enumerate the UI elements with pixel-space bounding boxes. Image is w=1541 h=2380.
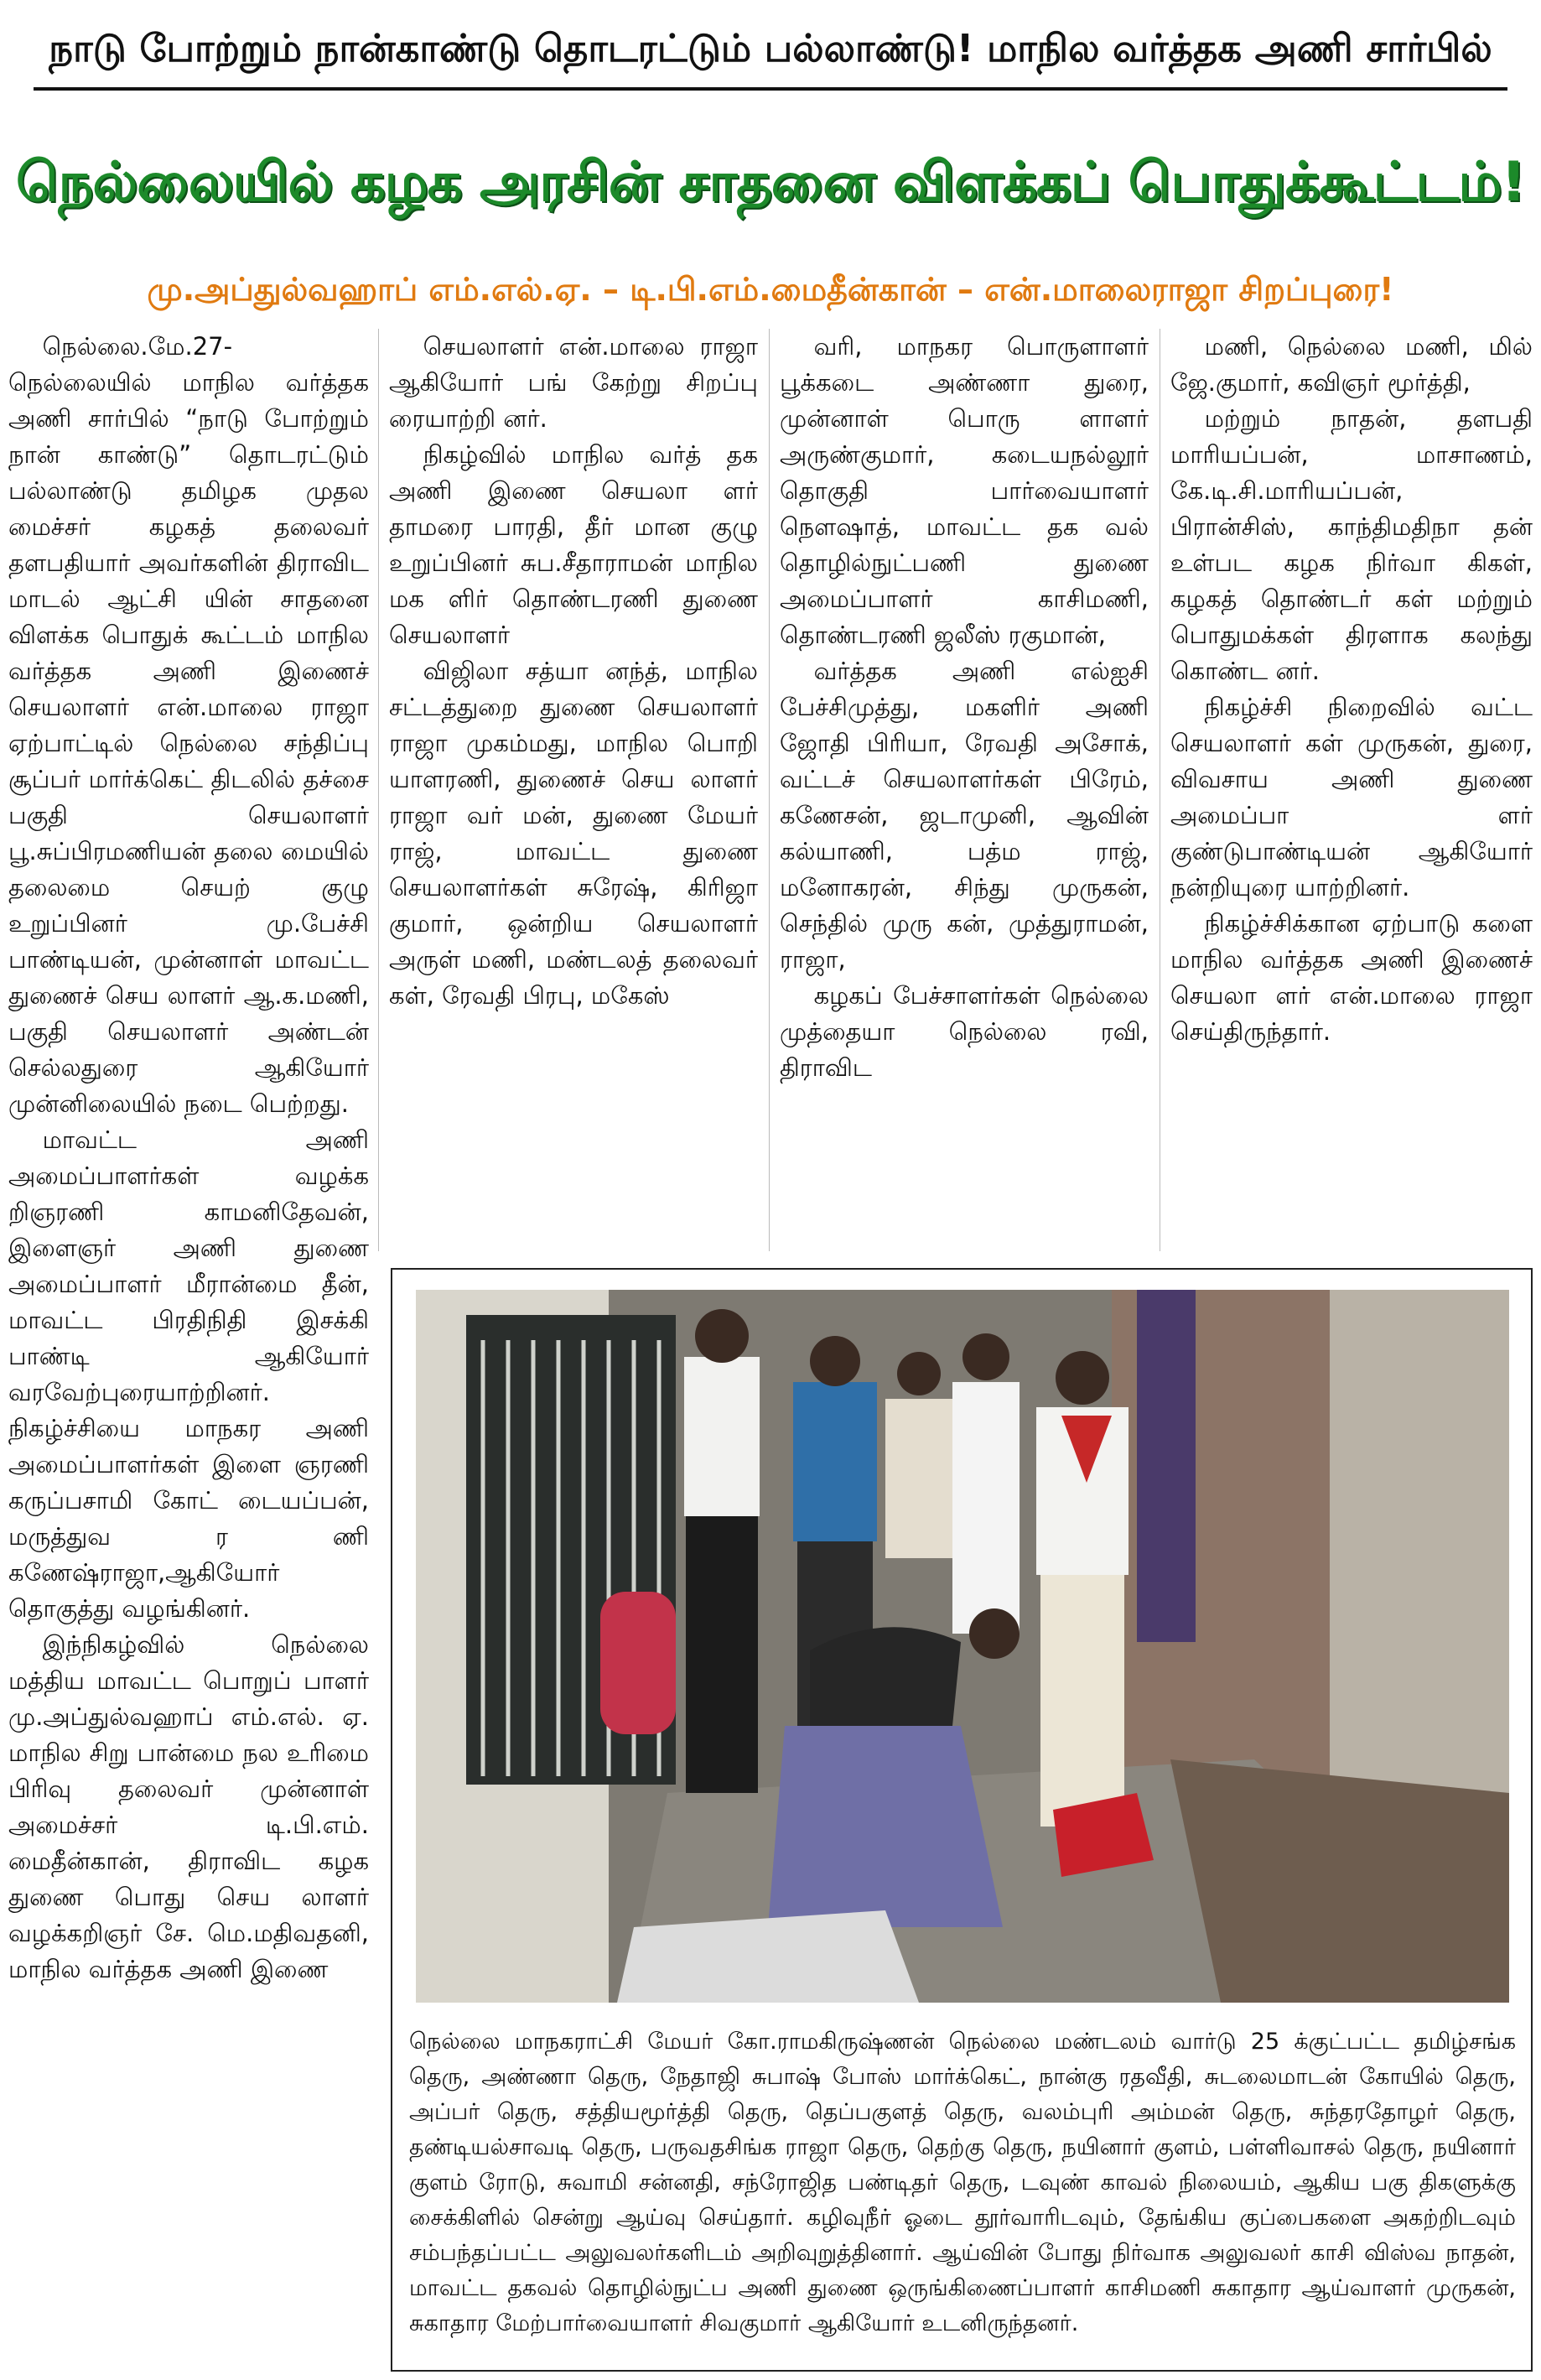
subheadline: மு.அப்துல்வஹாப் எம்.எல்.ஏ. – டி.பி.எம்.மைதீன்கான் – என்.மாலைராஜா சிறப்புரை!	[147, 271, 1394, 308]
article-column-1	[8, 329, 369, 2367]
article-paragraph: மாவட்ட அணி அமைப்பாளர்கள் வழக்க றிஞரணி காமனிதேவன், இளைஞர் அணி துணை அமைப்பாளர் மீரான்மை தீன், மாவட்ட பிரதிநிதி இசக்கி பாண்டி ஆகியோர் வரவேற்புரையாற்றினர். நிகழ்ச்சியை மாநகர அணி அமைப்பாளர்கள் இளை ஞரணி கருப்பசாமி கோட் டையப்பன், மருத்துவ ர ணி கணேஷ்ராஜா,ஆகியோர் தொகுத்து வழங்கினர்.	[8, 1125, 369, 1623]
article-paragraph: இந்நிகழ்வில் நெல்லை மத்திய மாவட்ட பொறுப் பாளர் மு.அப்துல்வஹாப் எம்.எல். ஏ. மாநில சிறு பான்மை நல உரிமை பிரிவு தலைவர் முன்னாள் அமைச்சர் டி.பி.எம். மைதீன்கான், திராவிட கழக துணை பொது செய லாளர் வழக்கறிஞர் சே. மெ.மதிவதனி, மாநில வர்த்தக அணி இணை	[8, 1630, 369, 1983]
headline: நெல்லையில் கழக அரசின் சாதனை விளக்கப் பொதுக்கூட்டம்!	[15, 151, 1526, 214]
column-divider	[769, 329, 770, 1251]
article-paragraph: வரி, மாநகர பொருளாளர் பூக்கடை அண்ணா துரை, முன்னாள் பொரு ளாளர் அருண்குமார், கடையநல்லூர் தொகுதி பார்வையாளர் நௌஷாத், மாவட்ட தக வல் தொழில்நுட்பணி துணை அமைப்பாளர் காசிமணி, தொண்டரணி ஜலீஸ் ரகுமான்,	[780, 332, 1149, 649]
street-inspection-photo	[416, 1290, 1509, 2003]
article-paragraph: விஜிலா சத்யா னந்த், மாநில சட்டத்துறை துணை செயலாளர் ராஜா முகம்மது, மாநில பொறி யாளரணி, துணைச் செய லாளர் ராஜா வர் மன், துணை மேயர் ராஜ், மாவட்ட துணை செயலாளர்கள் சுரேஷ், கிரிஜா குமார், ஒன்றிய செயலாளர் அருள் மணி, மண்டலத் தலைவர் கள், ரேவதி பிரபு, மகேஸ்	[389, 657, 758, 1010]
article-column-2	[389, 329, 758, 1251]
article-paragraph: நிகழ்வில் மாநில வர்த் தக அணி இணை செயலா ளர் தாமரை பாரதி, தீர் மான குழு உறுப்பினர் சுப.சீதாராமன் மாநில மக ளிர் தொண்டரணி துணை செயலாளர்	[389, 440, 758, 649]
article-paragraph: கழகப் பேச்சாளர்கள் நெல்லை முத்தையா நெல்லை ரவி, திராவிட	[780, 981, 1149, 1082]
article-paragraph: செயலாளர் என்.மாலை ராஜா ஆகியோர் பங் கேற்று சிறப்பு ரையாற்றி னர்.	[389, 332, 758, 433]
photo-caption: நெல்லை மாநகராட்சி மேயர் கோ.ராமகிருஷ்ணன் நெல்லை மண்டலம் வார்டு 25 க்குட்பட்ட தமிழ்சங்க தெரு, அண்ணா தெரு, நேதாஜி சுபாஷ் போஸ் மார்க்கெட், நான்கு ரதவீதி, சுடலைமாடன் கோயில் தெரு, அப்பர் தெரு, சத்தியமூர்த்தி தெரு, தெப்பகுளத் தெரு, வலம்புரி அம்மன் தெரு, சுந்தரதோழர் தெரு, தண்டியல்சாவடி தெரு, பருவதசிங்க ராஜா தெரு, தெற்கு தெரு, நயினார் குளம், பள்ளிவாசல் தெரு, நயினார் குளம் ரோடு, சுவாமி சன்னதி, சந்ரோஜித பண்டிதர் தெரு, டவுண் காவல் நிலையம், ஆகிய பகு திகளுக்கு சைக்கிளில் சென்று ஆய்வு செய்தார். கழிவுநீர் ஓடை தூர்வாரிடவும், தேங்கிய குப்பைகளை அகற்றிடவும் சம்பந்தப்பட்ட அலுவலர்களிடம் அறிவுறுத்தினார். ஆய்வின் போது நிர்வாக அலுவலர் காசி விஸ்வ நாதன், மாவட்ட தகவல் தொழில்நுட்ப அணி துணை ஒருங்கிணைப்பாளர் காசிமணி சுகாதார ஆய்வாளர் முருகன், சுகாதார மேற்பார்வையாளர் சிவகுமார் ஆகியோர் உடனிருந்தனர்.	[409, 2029, 1516, 2336]
article-column-4	[1170, 329, 1533, 1251]
column-divider	[378, 329, 379, 1251]
article-paragraph: நிகழ்ச்சிக்கான ஏற்பாடு களை மாநில வர்த்தக அணி இணைச் செயலா ளர் என்.மாலை ராஜா செய்திருந்தார்.	[1170, 909, 1533, 1046]
article-paragraph: நெல்லை.மே.27- நெல்லையில் மாநில வர்த்தக அணி சார்பில் “நாடு போற்றும் நான் காண்டு” தொடரட்டும் பல்லாண்டு தமிழக முதல மைச்சர் கழகத் தலைவர் தளபதியார் அவர்களின் திராவிட மாடல் ஆட்சி யின் சாதனை விளக்க பொதுக் கூட்டம் மாநில வர்த்தக அணி இணைச் செயலாளர் என்.மாலை ராஜா ஏற்பாட்டில் நெல்லை சந்திப்பு சூப்பர் மார்க்கெட் திடலில் தச்சை பகுதி செயலாளர் பூ.சுப்பிரமணியன் தலை மையில் தலைமை செயற் குழு உறுப்பினர் மு.பேச்சி பாண்டியன், முன்னாள் மாவட்ட துணைச் செய லாளர் ஆ.க.மணி, பகுதி செயலாளர் அண்டன் செல்லதுரை ஆகியோர் முன்னிலையில் நடை பெற்றது.	[8, 332, 369, 1118]
article-column-3	[780, 329, 1149, 1251]
photo-box	[391, 1268, 1533, 2372]
article-paragraph: மணி, நெல்லை மணி, மில் ஜே.குமார், கவிஞர் மூர்த்தி,	[1170, 332, 1533, 397]
kicker-line: நாடு போற்றும் நான்காண்டு தொடரட்டும் பல்லாண்டு! மாநில வர்த்தக அணி சார்பில்	[49, 26, 1492, 70]
article-paragraph: நிகழ்ச்சி நிறைவில் வட்ட செயலாளர் கள் முருகன், துரை, விவசாய அணி துணை அமைப்பா ளர் குண்டுபாண்டியன் ஆகியோர் நன்றியுரை யாற்றினர்.	[1170, 693, 1533, 902]
kicker-divider	[34, 87, 1507, 91]
article-paragraph: வர்த்தக அணி எல்ஐசி பேச்சிமுத்து, மகளிர் அணி ஜோதி பிரியா, ரேவதி அசோக், வட்டச் செயலாளர்கள் பிரேம், கணேசன், ஜடாமுனி, ஆவின் கல்யாணி, பத்ம ராஜ், மனோகரன், சிந்து முருகன், செந்தில் முரு கன், முத்துராமன், ராஜா,	[780, 657, 1149, 974]
news-photo	[416, 1290, 1509, 2003]
article-paragraph: மற்றும் நாதன், தளபதி மாரியப்பன், மாசாணம், கே.டி.சி.மாரியப்பன், பிரான்சிஸ், காந்திமதிநா தன் உள்பட கழக நிர்வா கிகள், கழகத் தொண்டர் கள் மற்றும் பொதுமக்கள் திரளாக கலந்து கொண்ட னர்.	[1170, 404, 1533, 685]
